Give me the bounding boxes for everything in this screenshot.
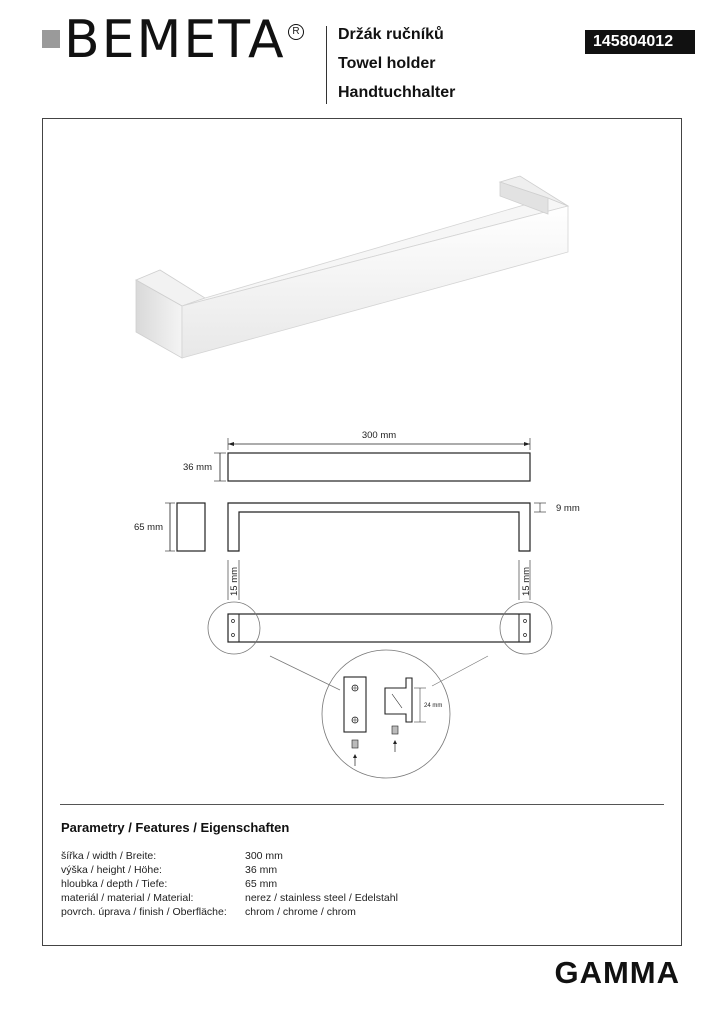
param-label: výška / height / Höhe: — [61, 864, 162, 876]
product-code-badge: 145804012 — [585, 30, 695, 54]
product-render — [136, 176, 568, 358]
dim-detail-label: 24 mm — [424, 703, 443, 709]
side-view — [165, 503, 205, 551]
param-value: nerez / stainless steel / Edelstahl — [245, 892, 398, 904]
detail-view — [322, 650, 450, 778]
product-title-cs: Držák ručníků — [338, 26, 444, 43]
registered-mark: R — [288, 24, 304, 40]
series-name: GAMMA — [554, 955, 680, 990]
param-label: povrch. úprava / finish / Oberfläche: — [61, 906, 227, 918]
dim-width-label: 300 mm — [361, 430, 397, 441]
dim-thickness-label: 9 mm — [556, 503, 580, 514]
brand-logo: BEMETA — [64, 10, 286, 70]
dim-height-label: 36 mm — [182, 462, 212, 473]
param-value: 65 mm — [245, 878, 278, 890]
param-label: šířka / width / Breite: — [61, 850, 157, 862]
param-label: materiál / material / Material: — [61, 892, 194, 904]
front-view — [214, 438, 530, 481]
dim-depth-label: 65 mm — [133, 522, 163, 533]
product-title-en: Towel holder — [338, 55, 436, 72]
dim-offset-left-label: 15 mm — [229, 566, 240, 596]
section-divider — [60, 804, 664, 805]
mounting-view — [208, 602, 552, 690]
param-label: hloubka / depth / Tiefe: — [61, 878, 168, 890]
top-view — [228, 503, 546, 600]
param-value: chrom / chrome / chrom — [245, 906, 356, 918]
param-value: 36 mm — [245, 864, 278, 876]
params-title: Parametry / Features / Eigenschaften — [61, 820, 290, 835]
product-title-de: Handtuchhalter — [338, 84, 456, 101]
dim-offset-right-label: 15 mm — [521, 566, 532, 596]
param-value: 300 mm — [245, 850, 283, 862]
